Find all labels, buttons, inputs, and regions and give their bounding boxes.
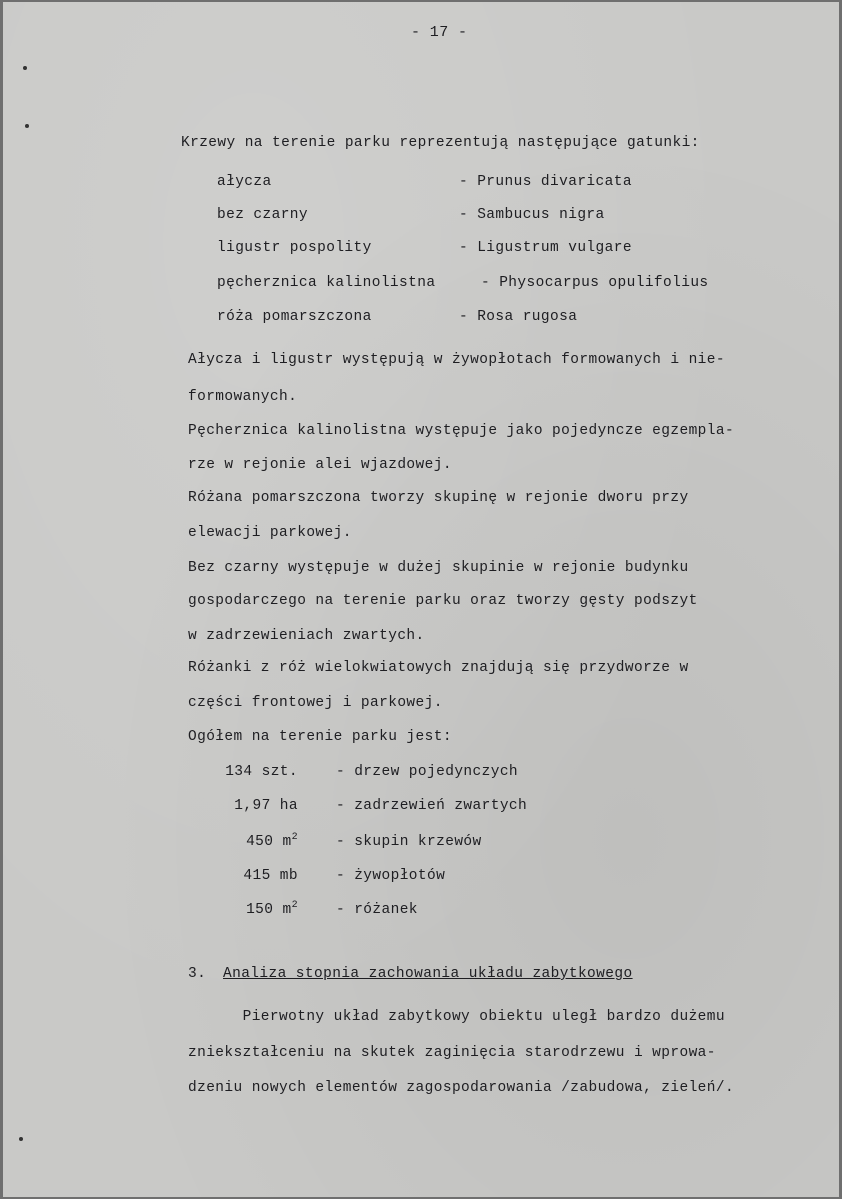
paragraph-line: Różanki z róż wielokwiatowych znajdują się przydworze w [188,660,689,676]
page-number: - 17 - [411,24,468,41]
shrub-latin-name: - Sambucus nigra [459,207,605,223]
punch-hole-mark [19,1137,23,1141]
intro-line: Krzewy na terenie parku reprezentują następujące gatunki: [181,135,700,151]
paragraph-line: Ałycza i ligustr występują w żywopłotach formowanych i nie- [188,352,725,368]
total-quantity [218,764,298,780]
paragraph-line: rze w rejonie alei wjazdowej. [188,457,452,473]
paragraph-line: elewacji parkowej. [188,525,352,541]
punch-hole-mark [25,124,29,128]
paragraph-line: Pęcherznica kalinolistna występuje jako pojedyncze egzempla- [188,423,735,439]
paragraph-line: gospodarczego na terenie parku oraz tworzy gęsty podszyt [188,593,698,609]
punch-hole-mark [23,66,27,70]
shrub-latin-name: - Ligustrum vulgare [459,240,632,256]
paragraph-line: formowanych. [188,389,298,405]
quantity-value: 450 m [246,834,292,850]
paragraph-line: Różana pomarszczona tworzy skupinę w rejonie dworu przy [188,490,689,506]
shrub-latin-name: - Prunus divaricata [459,174,632,190]
section-title: Analiza stopnia zachowania układu zabytkowego [223,966,633,982]
total-description: - zadrzewień zwartych [336,798,528,814]
shrub-latin-name: - Rosa rugosa [459,309,578,325]
paragraph-line: w zadrzewieniach zwartych. [188,628,425,644]
document-page [3,2,839,1197]
paragraph-line: Ogółem na terenie parku jest: [188,729,452,745]
shrub-polish-name: pęcherznica kalinolistna [217,275,436,291]
total-description: - drzew pojedynczych [336,764,519,780]
unit-superscript: 2 [291,900,298,912]
shrub-polish-name: bez czarny [217,207,309,223]
total-quantity [218,798,298,814]
paragraph-line: Pierwotny układ zabytkowy obiektu uległ bardzo dużemu [188,1009,725,1025]
total-description: - żywopłotów [336,868,446,884]
shrub-polish-name: ałycza [217,174,272,190]
total-quantity [218,868,298,884]
quantity-value: 415 mb [243,868,298,884]
quantity-value: 1,97 ha [234,798,298,814]
quantity-value: 150 m [246,902,292,918]
paragraph-line: Bez czarny występuje w dużej skupinie w rejonie budynku [188,560,689,576]
shrub-polish-name: róża pomarszczona [217,309,372,325]
paragraph-line: zniekształceniu na skutek zaginięcia starodrzewu i wprowa- [188,1045,716,1061]
total-quantity [218,834,298,850]
total-description: - skupin krzewów [336,834,482,850]
quantity-value: 134 szt. [225,764,298,780]
total-description: - różanek [336,902,418,918]
section-number: 3. [188,966,207,982]
shrub-polish-name: ligustr pospolity [217,240,372,256]
paragraph-line: dzeniu nowych elementów zagospodarowania /zabudowa, zieleń/. [188,1080,735,1096]
paragraph-line: części frontowej i parkowej. [188,695,443,711]
total-quantity [218,902,298,918]
shrub-latin-name: - Physocarpus opulifolius [481,275,709,291]
unit-superscript: 2 [291,832,298,844]
